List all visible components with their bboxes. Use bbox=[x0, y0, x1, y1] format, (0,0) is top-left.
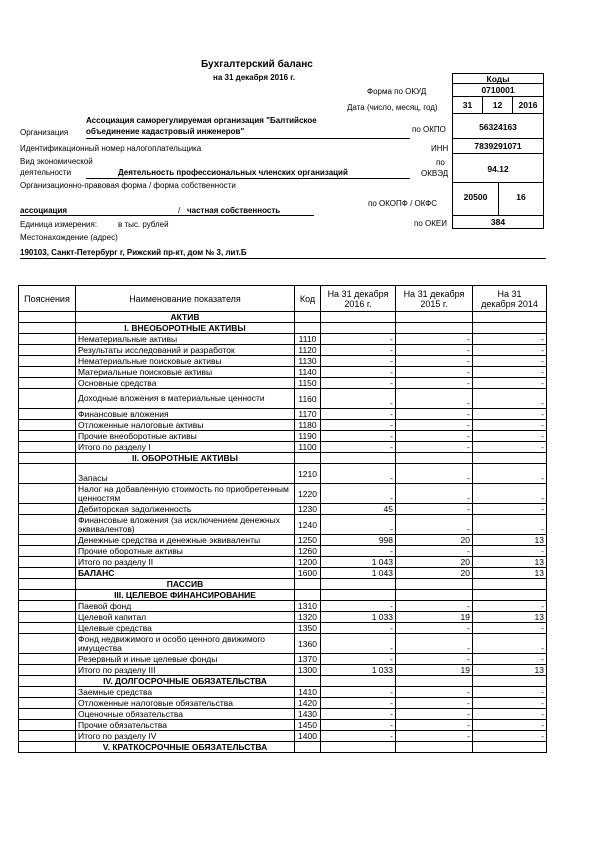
document-title: Бухгалтерский баланс bbox=[201, 59, 313, 70]
row-code: 1170 bbox=[295, 409, 321, 420]
value-2014: - bbox=[473, 654, 547, 665]
table-row bbox=[19, 442, 547, 453]
value-2015: - bbox=[396, 709, 473, 720]
row-code: 1260 bbox=[295, 546, 321, 557]
section-title: II. ОБОРОТНЫЕ АКТИВЫ bbox=[76, 453, 295, 464]
unit-label: Единица измерения: bbox=[20, 220, 98, 229]
table-row bbox=[19, 504, 547, 515]
notes-cell bbox=[19, 312, 76, 323]
row-code: 1190 bbox=[295, 431, 321, 442]
header-name: Наименование показателя bbox=[76, 286, 295, 312]
value-2014 bbox=[473, 590, 547, 601]
value-2016 bbox=[321, 676, 396, 687]
row-name: Дебиторская задолженность bbox=[76, 504, 295, 515]
value-2016: 1 033 bbox=[321, 665, 396, 676]
value-2014 bbox=[473, 579, 547, 590]
value-2015 bbox=[396, 312, 473, 323]
table-row bbox=[19, 601, 547, 612]
okei-label: по ОКЕИ bbox=[414, 219, 447, 228]
value-2016: - bbox=[321, 731, 396, 742]
value-2014: 13 bbox=[473, 612, 547, 623]
row-code: 1200 bbox=[295, 557, 321, 568]
notes-cell bbox=[19, 367, 76, 378]
value-2015 bbox=[396, 742, 473, 753]
value-2015: - bbox=[396, 484, 473, 504]
row-name: Целевой капитал bbox=[76, 612, 295, 623]
table-row bbox=[19, 557, 547, 568]
value-2015: 20 bbox=[396, 535, 473, 546]
value-2014: - bbox=[473, 634, 547, 654]
row-name: Целевые средства bbox=[76, 623, 295, 634]
table-row bbox=[19, 720, 547, 731]
value-2015: - bbox=[396, 367, 473, 378]
value-2016: - bbox=[321, 484, 396, 504]
value-2016: - bbox=[321, 546, 396, 557]
codes-heading: Коды bbox=[452, 73, 544, 84]
date-label: Дата (число, месяц, год) bbox=[347, 103, 438, 112]
notes-cell bbox=[19, 623, 76, 634]
value-2016 bbox=[321, 312, 396, 323]
value-2016: - bbox=[321, 515, 396, 535]
okud-label: Форма по ОКУД bbox=[367, 87, 427, 96]
value-2016: - bbox=[321, 409, 396, 420]
section-title: ПАССИВ bbox=[76, 579, 295, 590]
row-code: 1220 bbox=[295, 484, 321, 504]
value-2016: - bbox=[321, 601, 396, 612]
value-2016: - bbox=[321, 464, 396, 484]
value-2014: - bbox=[473, 484, 547, 504]
row-name: Денежные средства и денежные эквиваленты bbox=[76, 535, 295, 546]
value-2014 bbox=[473, 453, 547, 464]
row-name: Фонд недвижимого и особо ценного движимого имущества bbox=[76, 634, 295, 654]
table-row bbox=[19, 484, 547, 504]
table-row bbox=[19, 612, 547, 623]
value-2016: - bbox=[321, 389, 396, 409]
value-2015: - bbox=[396, 409, 473, 420]
section-header-row bbox=[19, 312, 547, 323]
value-2016: 998 bbox=[321, 535, 396, 546]
notes-cell bbox=[19, 654, 76, 665]
okved-label-2: ОКВЭД bbox=[421, 169, 449, 178]
row-code: 1100 bbox=[295, 442, 321, 453]
legal-form-slash: / bbox=[178, 206, 181, 215]
row-name: Нематериальные поисковые активы bbox=[76, 356, 295, 367]
row-name: Итого по разделу III bbox=[76, 665, 295, 676]
value-2015: - bbox=[396, 731, 473, 742]
value-2014: - bbox=[473, 698, 547, 709]
row-code: 1370 bbox=[295, 654, 321, 665]
value-2015: - bbox=[396, 601, 473, 612]
header-2014: На 31 декабря 2014 bbox=[473, 286, 547, 312]
section-title: АКТИВ bbox=[76, 312, 295, 323]
okfs-value: 16 bbox=[498, 182, 544, 216]
table-row bbox=[19, 687, 547, 698]
row-code: 1430 bbox=[295, 709, 321, 720]
notes-cell bbox=[19, 345, 76, 356]
value-2016: 1 043 bbox=[321, 557, 396, 568]
value-2015 bbox=[396, 453, 473, 464]
date-day: 31 bbox=[452, 96, 483, 114]
notes-cell bbox=[19, 464, 76, 484]
notes-cell bbox=[19, 709, 76, 720]
row-code: 1400 bbox=[295, 731, 321, 742]
header-notes: Пояснения bbox=[19, 286, 76, 312]
notes-cell bbox=[19, 665, 76, 676]
value-2014: - bbox=[473, 420, 547, 431]
value-2015: - bbox=[396, 389, 473, 409]
activity-value: Деятельность профессиональных членских организаций bbox=[118, 168, 348, 177]
value-2015 bbox=[396, 590, 473, 601]
value-2015: - bbox=[396, 515, 473, 535]
location-label: Местонахождение (адрес) bbox=[20, 233, 118, 242]
section-header-row bbox=[19, 590, 547, 601]
table-row bbox=[19, 409, 547, 420]
table-row bbox=[19, 546, 547, 557]
value-2016: - bbox=[321, 334, 396, 345]
okopf-label: по ОКОПФ / ОКФС bbox=[368, 199, 437, 208]
document-date-line: на 31 декабря 2016 г. bbox=[213, 73, 295, 82]
row-code: 1450 bbox=[295, 720, 321, 731]
row-name: Паевой фонд bbox=[76, 601, 295, 612]
value-2014: - bbox=[473, 378, 547, 389]
row-code: 1360 bbox=[295, 634, 321, 654]
notes-cell bbox=[19, 579, 76, 590]
value-2014: - bbox=[473, 431, 547, 442]
value-2016 bbox=[321, 590, 396, 601]
value-2015: - bbox=[396, 420, 473, 431]
value-2014: - bbox=[473, 356, 547, 367]
activity-label-1: Вид экономической bbox=[20, 157, 93, 166]
notes-cell bbox=[19, 612, 76, 623]
row-name: Итого по разделу I bbox=[76, 442, 295, 453]
balance-table-body bbox=[19, 312, 547, 753]
date-year: 2016 bbox=[512, 96, 544, 114]
notes-cell bbox=[19, 389, 76, 409]
value-2015: - bbox=[396, 431, 473, 442]
ownership-form-value: частная собственность bbox=[187, 206, 281, 215]
notes-cell bbox=[19, 420, 76, 431]
value-2016: - bbox=[321, 623, 396, 634]
address-value: 190103, Санкт-Петербург г, Рижский пр-кт, дом № 3, лит.Б bbox=[20, 248, 247, 257]
okpo-value: 56324163 bbox=[452, 113, 544, 139]
table-row bbox=[19, 698, 547, 709]
row-name: Финансовые вложения bbox=[76, 409, 295, 420]
okud-value: 0710001 bbox=[452, 83, 544, 97]
row-name: БАЛАНС bbox=[76, 568, 295, 579]
org-label: Организация bbox=[20, 128, 69, 137]
value-2015: - bbox=[396, 687, 473, 698]
table-row bbox=[19, 731, 547, 742]
table-row bbox=[19, 367, 547, 378]
activity-label-2: деятельности bbox=[20, 168, 72, 177]
row-name: Основные средства bbox=[76, 378, 295, 389]
row-name: Отложенные налоговые активы bbox=[76, 420, 295, 431]
okved-value: 94.12 bbox=[452, 153, 544, 183]
table-row bbox=[19, 334, 547, 345]
row-code: 1110 bbox=[295, 334, 321, 345]
value-2015: 19 bbox=[396, 665, 473, 676]
notes-cell bbox=[19, 720, 76, 731]
notes-cell bbox=[19, 557, 76, 568]
value-2015: - bbox=[396, 345, 473, 356]
table-row bbox=[19, 345, 547, 356]
notes-cell bbox=[19, 442, 76, 453]
row-name: Итого по разделу IV bbox=[76, 731, 295, 742]
value-2015: - bbox=[396, 698, 473, 709]
value-2016 bbox=[321, 323, 396, 334]
value-2014 bbox=[473, 323, 547, 334]
notes-cell bbox=[19, 698, 76, 709]
value-2016 bbox=[321, 742, 396, 753]
notes-cell bbox=[19, 676, 76, 687]
inn-label: ИНН bbox=[431, 144, 449, 153]
section-header-row bbox=[19, 323, 547, 334]
row-name: Налог на добавленную стоимость по приобретенным ценностям bbox=[76, 484, 295, 504]
row-code bbox=[295, 676, 321, 687]
value-2014: 13 bbox=[473, 557, 547, 568]
value-2015: - bbox=[396, 464, 473, 484]
row-name: Прочие обязательства bbox=[76, 720, 295, 731]
row-code: 1180 bbox=[295, 420, 321, 431]
row-name: Заемные средства bbox=[76, 687, 295, 698]
unit-value: в тыс. рублей bbox=[118, 220, 169, 229]
value-2015: - bbox=[396, 623, 473, 634]
row-code bbox=[295, 453, 321, 464]
table-row bbox=[19, 634, 547, 654]
value-2016: - bbox=[321, 720, 396, 731]
notes-cell bbox=[19, 334, 76, 345]
notes-cell bbox=[19, 546, 76, 557]
value-2016: - bbox=[321, 356, 396, 367]
value-2014: - bbox=[473, 720, 547, 731]
row-code: 1210 bbox=[295, 464, 321, 484]
value-2016: - bbox=[321, 420, 396, 431]
notes-cell bbox=[19, 634, 76, 654]
value-2016: - bbox=[321, 634, 396, 654]
value-2016: 45 bbox=[321, 504, 396, 515]
row-code: 1320 bbox=[295, 612, 321, 623]
value-2015: - bbox=[396, 356, 473, 367]
value-2014: 13 bbox=[473, 535, 547, 546]
value-2016: - bbox=[321, 345, 396, 356]
notes-cell bbox=[19, 323, 76, 334]
row-name: Прочие внеоборотные активы bbox=[76, 431, 295, 442]
value-2014: - bbox=[473, 546, 547, 557]
table-row bbox=[19, 431, 547, 442]
section-title: IV. ДОЛГОСРОЧНЫЕ ОБЯЗАТЕЛЬСТВА bbox=[76, 676, 295, 687]
notes-cell bbox=[19, 742, 76, 753]
value-2014: - bbox=[473, 345, 547, 356]
row-code: 1130 bbox=[295, 356, 321, 367]
value-2016: - bbox=[321, 367, 396, 378]
value-2014: - bbox=[473, 367, 547, 378]
header-code: Код bbox=[295, 286, 321, 312]
value-2014: - bbox=[473, 409, 547, 420]
section-header-row bbox=[19, 453, 547, 464]
table-row bbox=[19, 420, 547, 431]
value-2016: - bbox=[321, 442, 396, 453]
value-2014: - bbox=[473, 687, 547, 698]
value-2016: - bbox=[321, 431, 396, 442]
row-name: Финансовые вложения (за исключением денежных эквивалентов) bbox=[76, 515, 295, 535]
row-code: 1310 bbox=[295, 601, 321, 612]
value-2014: - bbox=[473, 389, 547, 409]
row-name: Запасы bbox=[76, 464, 295, 484]
value-2015: - bbox=[396, 654, 473, 665]
inn-value: 7839291071 bbox=[452, 138, 544, 154]
notes-cell bbox=[19, 356, 76, 367]
value-2016: - bbox=[321, 378, 396, 389]
value-2015 bbox=[396, 676, 473, 687]
value-2016: 1 033 bbox=[321, 612, 396, 623]
value-2014: - bbox=[473, 504, 547, 515]
okei-value: 384 bbox=[452, 215, 544, 229]
value-2014: - bbox=[473, 709, 547, 720]
value-2014: - bbox=[473, 334, 547, 345]
value-2014: - bbox=[473, 623, 547, 634]
okved-label-1: по bbox=[436, 158, 445, 167]
notes-cell bbox=[19, 409, 76, 420]
table-row bbox=[19, 665, 547, 676]
row-code: 1160 bbox=[295, 389, 321, 409]
table-row bbox=[19, 515, 547, 535]
value-2014 bbox=[473, 312, 547, 323]
value-2014: - bbox=[473, 464, 547, 484]
value-2015: 19 bbox=[396, 612, 473, 623]
row-name: Материальные поисковые активы bbox=[76, 367, 295, 378]
value-2014: - bbox=[473, 601, 547, 612]
notes-cell bbox=[19, 731, 76, 742]
value-2015: - bbox=[396, 546, 473, 557]
section-title: III. ЦЕЛЕВОЕ ФИНАНСИРОВАНИЕ bbox=[76, 590, 295, 601]
value-2015: 20 bbox=[396, 568, 473, 579]
value-2015: - bbox=[396, 442, 473, 453]
section-header-row bbox=[19, 742, 547, 753]
row-code: 1300 bbox=[295, 665, 321, 676]
notes-cell bbox=[19, 515, 76, 535]
value-2014: 13 bbox=[473, 568, 547, 579]
value-2016 bbox=[321, 579, 396, 590]
row-code: 1140 bbox=[295, 367, 321, 378]
notes-cell bbox=[19, 504, 76, 515]
header-2016: На 31 декабря 2016 г. bbox=[321, 286, 396, 312]
value-2014: - bbox=[473, 515, 547, 535]
value-2015: - bbox=[396, 720, 473, 731]
legal-form-value: ассоциация bbox=[20, 206, 68, 215]
table-row bbox=[19, 654, 547, 665]
section-header-row bbox=[19, 676, 547, 687]
date-month: 12 bbox=[482, 96, 513, 114]
balance-table bbox=[18, 285, 547, 753]
notes-cell bbox=[19, 378, 76, 389]
row-name: Оценочные обязательства bbox=[76, 709, 295, 720]
table-row bbox=[19, 623, 547, 634]
okopf-value: 20500 bbox=[452, 182, 499, 216]
row-code bbox=[295, 579, 321, 590]
value-2014: - bbox=[473, 731, 547, 742]
row-code: 1350 bbox=[295, 623, 321, 634]
section-title: I. ВНЕОБОРОТНЫЕ АКТИВЫ bbox=[76, 323, 295, 334]
row-name: Отложенные налоговые обязательства bbox=[76, 698, 295, 709]
row-code: 1150 bbox=[295, 378, 321, 389]
notes-cell bbox=[19, 590, 76, 601]
legal-form-label: Организационно-правовая форма / форма собственности bbox=[20, 181, 236, 190]
org-name-line2: объединение кадастровый инженеров" bbox=[86, 127, 245, 136]
notes-cell bbox=[19, 453, 76, 464]
notes-cell bbox=[19, 484, 76, 504]
value-2016: - bbox=[321, 698, 396, 709]
row-name: Резервный и иные целевые фонды bbox=[76, 654, 295, 665]
row-name: Доходные вложения в материальные ценности bbox=[76, 389, 295, 409]
notes-cell bbox=[19, 431, 76, 442]
table-row bbox=[19, 535, 547, 546]
row-code: 1120 bbox=[295, 345, 321, 356]
table-row bbox=[19, 709, 547, 720]
table-row bbox=[19, 464, 547, 484]
table-row bbox=[19, 378, 547, 389]
row-code bbox=[295, 590, 321, 601]
table-row bbox=[19, 356, 547, 367]
value-2014: 13 bbox=[473, 665, 547, 676]
row-code bbox=[295, 742, 321, 753]
value-2014: - bbox=[473, 442, 547, 453]
section-header-row bbox=[19, 579, 547, 590]
value-2016 bbox=[321, 453, 396, 464]
row-name: Результаты исследований и разработок bbox=[76, 345, 295, 356]
value-2014 bbox=[473, 742, 547, 753]
value-2015 bbox=[396, 323, 473, 334]
row-code: 1600 bbox=[295, 568, 321, 579]
org-name-line1: Ассоциация саморегулируемая организация "Балтийское bbox=[86, 116, 317, 125]
table-row bbox=[19, 568, 547, 579]
value-2015 bbox=[396, 579, 473, 590]
notes-cell bbox=[19, 601, 76, 612]
header-2015: На 31 декабря 2015 г. bbox=[396, 286, 473, 312]
value-2016: - bbox=[321, 654, 396, 665]
okpo-label: по ОКПО bbox=[412, 125, 446, 134]
value-2016: 1 043 bbox=[321, 568, 396, 579]
row-code: 1230 bbox=[295, 504, 321, 515]
notes-cell bbox=[19, 535, 76, 546]
table-row bbox=[19, 389, 547, 409]
row-code: 1410 bbox=[295, 687, 321, 698]
value-2015: 20 bbox=[396, 557, 473, 568]
value-2016: - bbox=[321, 709, 396, 720]
value-2015: - bbox=[396, 504, 473, 515]
value-2016: - bbox=[321, 687, 396, 698]
inn-full-label: Идентификационный номер налогоплательщика bbox=[20, 144, 202, 153]
row-code: 1420 bbox=[295, 698, 321, 709]
value-2015: - bbox=[396, 334, 473, 345]
value-2015: - bbox=[396, 634, 473, 654]
row-name: Прочие оборотные активы bbox=[76, 546, 295, 557]
notes-cell bbox=[19, 568, 76, 579]
row-code: 1250 bbox=[295, 535, 321, 546]
row-name: Нематериальные активы bbox=[76, 334, 295, 345]
notes-cell bbox=[19, 687, 76, 698]
section-title: V. КРАТКОСРОЧНЫЕ ОБЯЗАТЕЛЬСТВА bbox=[76, 742, 295, 753]
row-code bbox=[295, 323, 321, 334]
row-name: Итого по разделу II bbox=[76, 557, 295, 568]
row-code: 1240 bbox=[295, 515, 321, 535]
value-2014 bbox=[473, 676, 547, 687]
row-code bbox=[295, 312, 321, 323]
value-2015: - bbox=[396, 378, 473, 389]
